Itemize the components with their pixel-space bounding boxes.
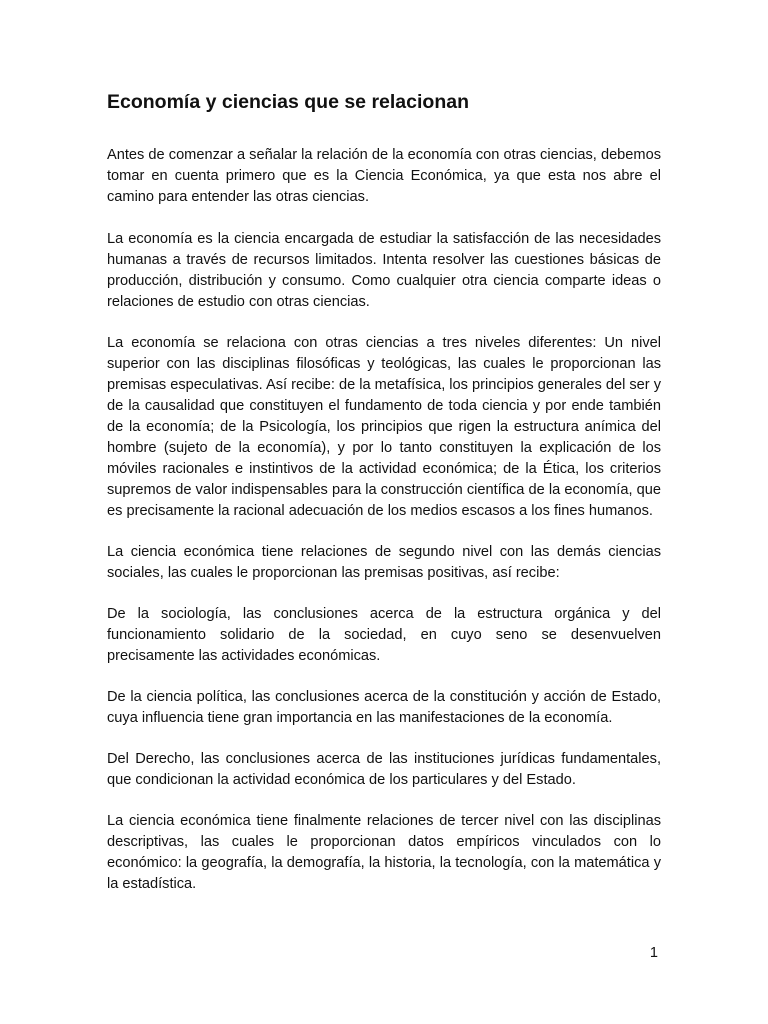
paragraph-second-level: La ciencia económica tiene relaciones de segundo nivel con las demás ciencias sociales, las cuales le proporcionan las premisas positivas, así recibe:	[107, 544, 661, 581]
page-number: 1	[649, 945, 658, 961]
paragraph-intro: Antes de comenzar a señalar la relación de la economía con otras ciencias, debemos tomar en cuenta primero que es la Ciencia Económica, ya que esta nos abre el camino para entender las otras ciencias.	[107, 147, 661, 205]
paragraph-third-level: La ciencia económica tiene finalmente relaciones de tercer nivel con las disciplinas descriptivas, las cuales le proporcionan datos empíricos vinculados con lo económico: la geografía, la demografía, la historia, la tecnología, con la matemática y la estadística.	[107, 813, 661, 892]
paragraph-law: Del Derecho, las conclusiones acerca de las instituciones jurídicas fundamentales, que condicionan la actividad económica de los particulares y del Estado.	[107, 751, 661, 788]
paragraph-political-science: De la ciencia política, las conclusiones acerca de la constitución y acción de Estado, cuya influencia tiene gran importancia en las manifestaciones de la economía.	[107, 689, 661, 726]
document-title: Economía y ciencias que se relacionan	[107, 91, 469, 113]
document-body	[107, 145, 661, 915]
paragraph-sociology: De la sociología, las conclusiones acerca de la estructura orgánica y del funcionamiento solidario de la sociedad, en cuyo seno se desenvuelven precisamente las actividades económicas.	[107, 606, 661, 664]
paragraph-economy-definition: La economía es la ciencia encargada de estudiar la satisfacción de las necesidades humanas a través de recursos limitados. Intenta resolver las cuestiones básicas de producción, distribución y consumo. Como cualquier otra ciencia comparte ideas o relaciones de estudio con otras ciencias.	[107, 231, 661, 310]
paragraph-first-level: La economía se relaciona con otras ciencias a tres niveles diferentes: Un nivel superior con las disciplinas filosóficas y teológicas, las cuales le proporcionan las premisas especulativas. Así recibe: de la metafísica, los principios generales del ser y de la causalidad que constituyen el fundamento de toda ciencia y por ende también de la economía; de la Psicología, los principios que rigen la estructura anímica del hombre (sujeto de la economía), y por lo tanto constituyen la explicación de los móviles racionales e instintivos de la actividad económica; de la Ética, los criterios supremos de valor indispensables para la construcción científica de la economía, que es precisamente la racional adecuación de los medios escasos a los fines humanos.	[107, 335, 662, 519]
